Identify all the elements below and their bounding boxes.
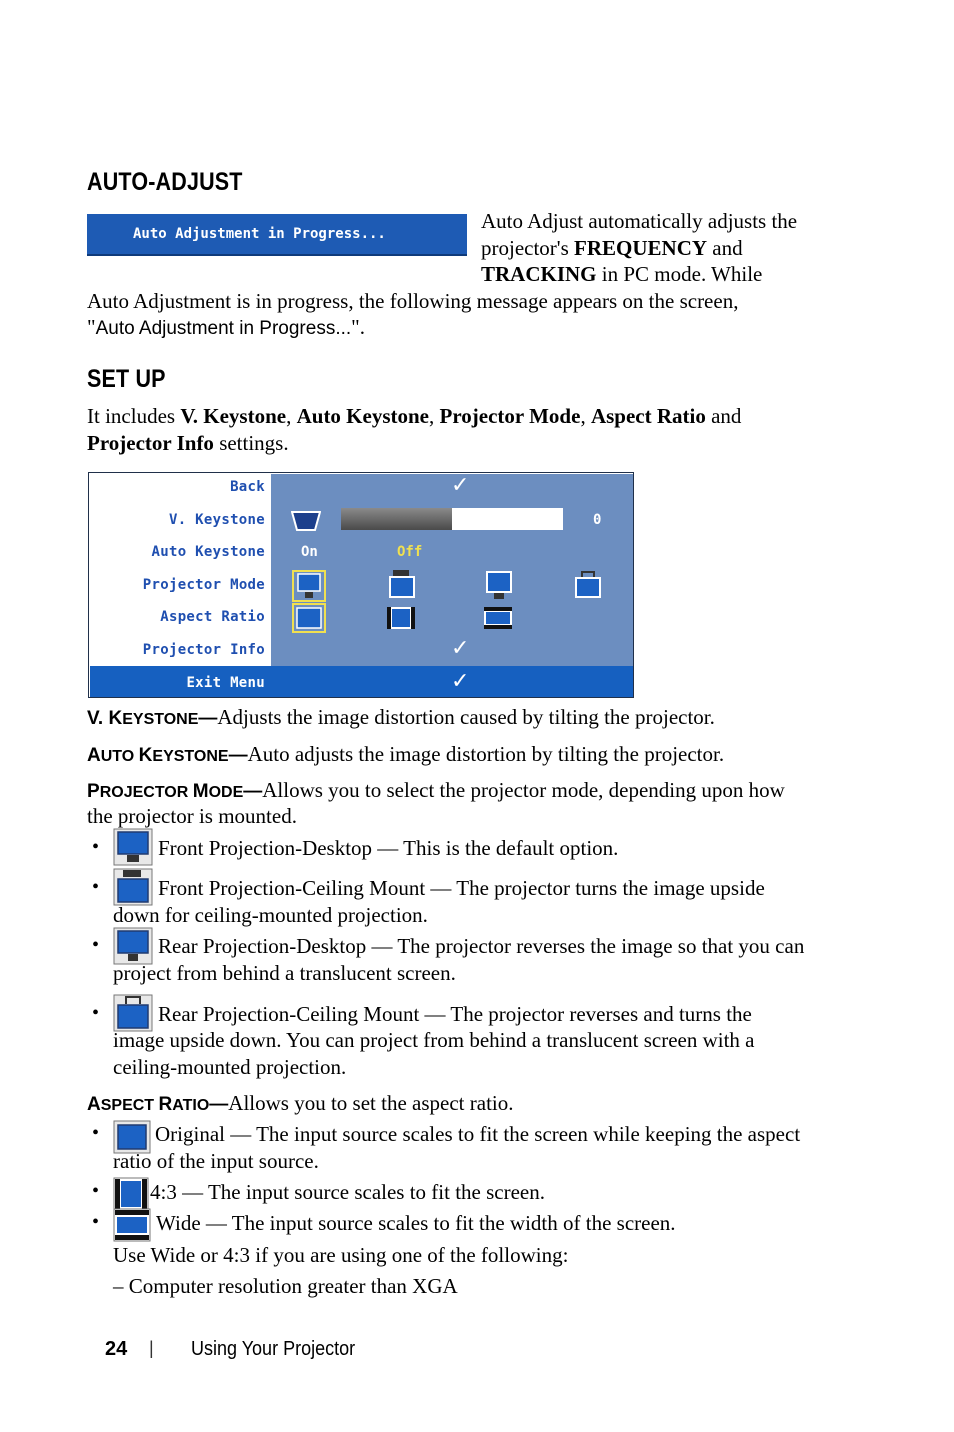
setup-intro-2: Projector Info settings. (87, 431, 289, 455)
setup-intro-1: It includes V. Keystone, Auto Keystone, Projector Mode, Aspect Ratio and (87, 404, 742, 428)
bullet-rear-desktop-1: Rear Projection-Desktop — The projector reverses the image so that you can (158, 934, 805, 958)
bullet-rear-ceiling-3: ceiling-mounted projection. (113, 1055, 347, 1079)
projector-info-check-icon: ✓ (451, 636, 470, 661)
front-ceiling-mode-icon[interactable] (387, 570, 417, 602)
osd-label-aspect-ratio[interactable]: Aspect Ratio (160, 609, 265, 625)
osd-label-projector-mode[interactable]: Projector Mode (142, 577, 265, 593)
auto-adjust-text-5: "Auto Adjustment in Progress...". (87, 315, 365, 339)
auto-keystone-paragraph: AUTO KEYSTONE—Auto adjusts the image distortion by tilting the projector. (87, 742, 725, 766)
setup-osd-menu (88, 472, 634, 698)
osd-exit-row[interactable] (90, 666, 633, 697)
aspect-note-1: Use Wide or 4:3 if you are using one of the following: (113, 1243, 569, 1267)
section-heading-auto-adjust: AUTO-ADJUST (87, 168, 243, 196)
aspect-4-3-icon[interactable] (386, 605, 416, 631)
keystone-value: 0 (593, 512, 602, 528)
bullet-rear-ceiling-2: image upside down. You can project from behind a translucent screen with a (113, 1028, 755, 1052)
v-keystone-paragraph: V. KEYSTONE—Adjusts the image distortion caused by tilting the projector. (87, 705, 715, 729)
front-desktop-mode-icon[interactable] (292, 570, 326, 602)
auto-adjust-text-2: projector's FREQUENCY and (481, 236, 743, 260)
bullet-mark: • (92, 876, 100, 898)
footer-title: Using Your Projector (191, 1338, 356, 1360)
bullet-mark: • (92, 1180, 100, 1202)
aspect-wide-icon[interactable] (483, 605, 513, 631)
aspect-4-3-bullet-icon (113, 1177, 149, 1211)
auto-adjust-text-3: TRACKING in PC mode. While (481, 262, 763, 286)
aspect-ratio-paragraph: ASPECT RATIO—Allows you to set the aspect ratio. (87, 1091, 514, 1115)
keystone-icon (291, 510, 321, 532)
bullet-mark: • (92, 836, 100, 858)
keystone-slider-fill (341, 508, 452, 530)
aspect-original-icon[interactable] (292, 603, 326, 633)
auto-keystone-on[interactable]: On (301, 544, 318, 560)
rear-ceiling-mode-icon[interactable] (573, 570, 603, 602)
projector-mode-paragraph-1: PROJECTOR MODE—Allows you to select the projector mode, depending upon how (87, 778, 785, 802)
auto-adjust-banner (87, 214, 467, 256)
osd-label-v-keystone[interactable]: V. Keystone (168, 512, 265, 528)
bullet-mark: • (92, 934, 100, 956)
auto-adjust-text-1: Auto Adjust automatically adjusts the (481, 209, 798, 233)
osd-label-back[interactable]: Back (230, 479, 265, 495)
osd-label-projector-info[interactable]: Projector Info (142, 642, 265, 658)
bullet-mark: • (92, 1002, 100, 1024)
bullet-mark: • (92, 1211, 100, 1233)
page-number: 24 (105, 1338, 128, 1360)
auto-adjust-banner-text: Auto Adjustment in Progress... (133, 226, 386, 242)
exit-menu-check-icon: ✓ (451, 669, 470, 694)
aspect-wide-bullet-icon (113, 1208, 151, 1242)
auto-adjust-text-4: Auto Adjustment is in progress, the following message appears on the screen, (87, 289, 739, 313)
bullet-original-2: ratio of the input source. (113, 1149, 319, 1173)
back-check-icon: ✓ (451, 473, 470, 498)
keystone-slider[interactable] (341, 508, 563, 530)
bullet-wide: Wide — The input source scales to fit the width of the screen. (156, 1211, 676, 1235)
aspect-note-2: – Computer resolution greater than XGA (113, 1274, 458, 1298)
front-ceiling-icon (113, 868, 153, 906)
auto-keystone-off[interactable]: Off (397, 544, 423, 560)
bullet-front-ceiling-2: down for ceiling-mounted projection. (113, 903, 428, 927)
osd-label-exit-menu[interactable]: Exit Menu (186, 675, 265, 691)
bullet-original-1: Original — The input source scales to fit the screen while keeping the aspect (155, 1122, 801, 1146)
osd-label-column (90, 474, 271, 666)
osd-label-auto-keystone[interactable]: Auto Keystone (151, 544, 265, 560)
projector-mode-paragraph-2: the projector is mounted. (87, 804, 297, 828)
section-heading-set-up: SET UP (87, 365, 166, 393)
bullet-rear-ceiling-1: Rear Projection-Ceiling Mount — The projector reverses and turns the (158, 1002, 752, 1026)
rear-desktop-mode-icon[interactable] (484, 570, 514, 602)
bullet-front-desktop: Front Projection-Desktop — This is the default option. (158, 836, 619, 860)
bullet-4-3: 4:3 — The input source scales to fit the screen. (150, 1180, 546, 1204)
bullet-front-ceiling-1: Front Projection-Ceiling Mount — The projector turns the image upside (158, 876, 765, 900)
footer-divider: | (149, 1338, 154, 1358)
bullet-mark: • (92, 1122, 100, 1144)
front-desktop-icon (113, 828, 153, 866)
bullet-rear-desktop-2: project from behind a translucent screen. (113, 961, 456, 985)
